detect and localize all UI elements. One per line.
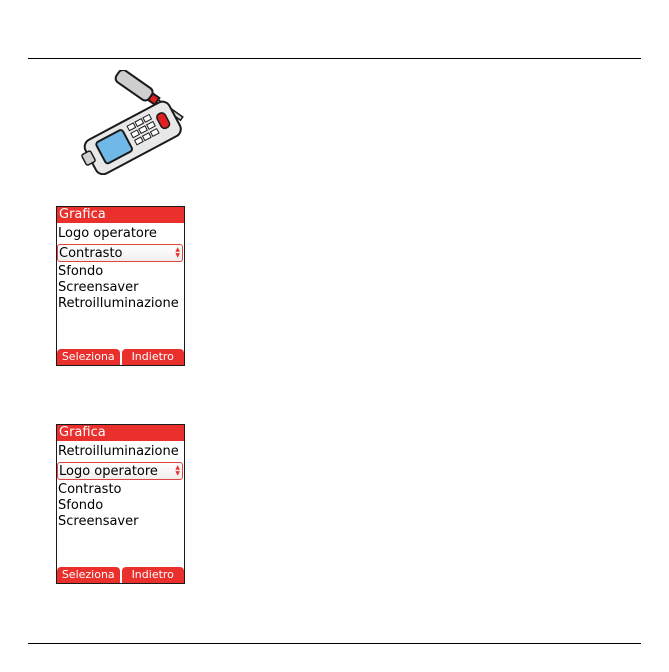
- back-softkey[interactable]: Indietro: [122, 349, 185, 365]
- menu-list: [57, 444, 184, 530]
- menu-item[interactable]: Screensaver: [58, 514, 139, 529]
- menu-item[interactable]: Sfondo: [58, 264, 104, 279]
- menu-item[interactable]: Contrasto: [58, 482, 122, 497]
- softkey-bar: [57, 349, 184, 365]
- back-softkey[interactable]: Indietro: [122, 567, 185, 583]
- phone-screen-1: [56, 206, 185, 366]
- menu-item-label: Logo operatore: [59, 464, 158, 479]
- menu-item-label: Contrasto: [59, 246, 123, 261]
- screen-title: Grafica: [57, 425, 184, 441]
- phone-screen-2: [56, 424, 185, 584]
- menu-item[interactable]: Retroilluminazione: [58, 296, 179, 311]
- select-softkey[interactable]: Seleziona: [57, 567, 120, 583]
- menu-item[interactable]: Logo operatore: [58, 226, 157, 241]
- bottom-rule: [28, 643, 641, 644]
- arrow-up-icon: ▲: [175, 464, 180, 471]
- arrow-down-icon: ▼: [175, 252, 180, 259]
- menu-item-selected[interactable]: [57, 462, 183, 480]
- softkey-bar: [57, 567, 184, 583]
- menu-item[interactable]: Screensaver: [58, 280, 139, 295]
- menu-item[interactable]: Sfondo: [58, 498, 104, 513]
- arrow-down-icon: ▼: [175, 470, 180, 477]
- top-rule: [28, 58, 641, 59]
- select-softkey[interactable]: Seleziona: [57, 349, 120, 365]
- menu-list: [57, 226, 184, 312]
- menu-item-selected[interactable]: [57, 244, 183, 262]
- menu-item[interactable]: Retroilluminazione: [58, 444, 179, 459]
- phone-with-screwdriver-icon: [76, 70, 196, 175]
- arrow-up-icon: ▲: [175, 246, 180, 253]
- screen-title: Grafica: [57, 207, 184, 223]
